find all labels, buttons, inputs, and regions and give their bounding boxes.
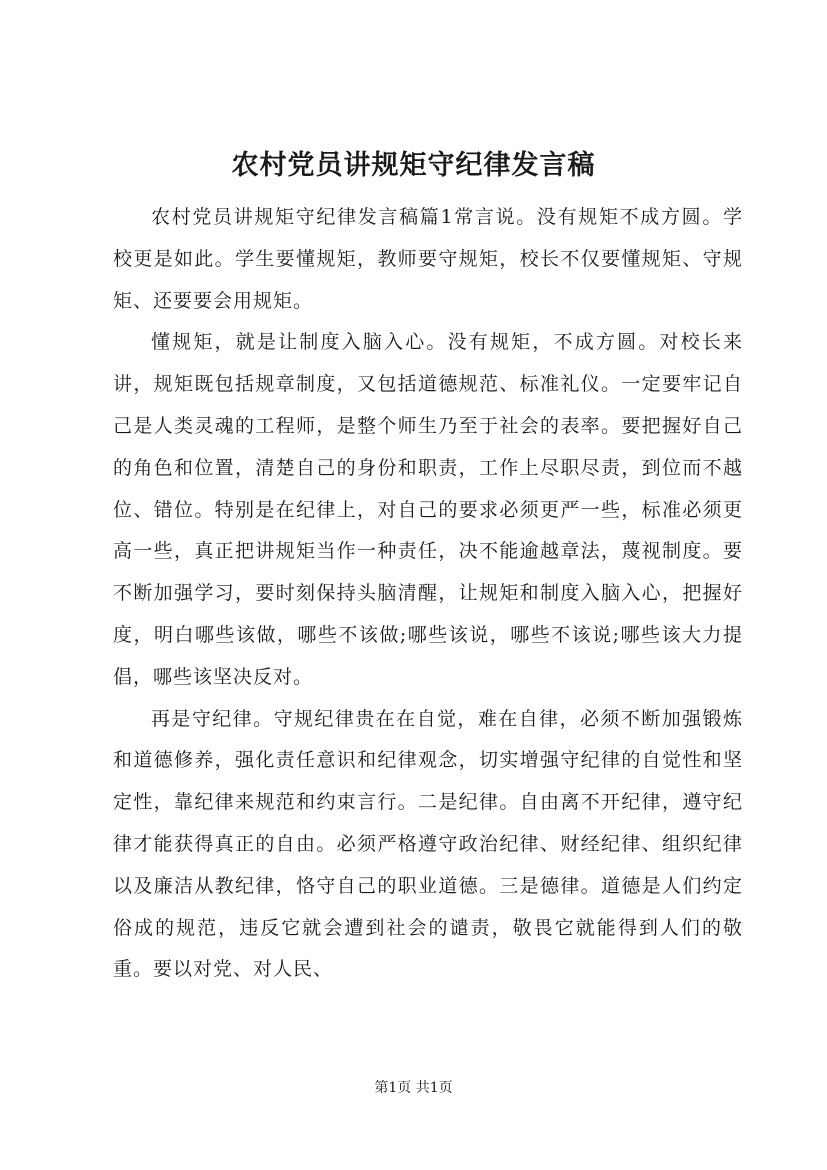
- document-body: [113, 197, 743, 991]
- page-number-footer: 第1页 共1页: [374, 1080, 453, 1096]
- paragraph-keep-discipline: 再是守纪律。守规纪律贵在在自觉，难在自律，必须不断加强锻炼和道德修养，强化责任意识和纪律观念，切实增强守纪律的自觉性和坚定性，靠纪律来规范和约束言行。二是纪律。自由离不开纪律，遵守纪律才能获得真正的自由。必须严格遵守政治纪律、财经纪律、组织纪律以及廉洁从教纪律，恪守自己的职业道德。三是德律。道德是人们约定俗成的规范，违反它就会遭到社会的谴责，敬畏它就能得到人们的敬重。要以对党、对人民、: [113, 707, 743, 981]
- document-title: 农村党员讲规矩守纪律发言稿: [231, 150, 596, 181]
- paragraph-intro: 农村党员讲规矩守纪律发言稿篇1常言说。没有规矩不成方圆。学校更是如此。学生要懂规矩，教师要守规矩，校长不仅要懂规矩、守规矩、还要要会用规矩。: [113, 206, 743, 312]
- paragraph-understand-rules: 懂规矩，就是让制度入脑入心。没有规矩，不成方圆。对校长来讲，规矩既包括规章制度，又包括道德规范、标准礼仪。一定要牢记自己是人类灵魂的工程师，是整个师生乃至于社会的表率。要把握好自己的角色和位置，清楚自己的身份和职责，工作上尽职尽责，到位而不越位、错位。特别是在纪律上，对自己的要求必须更严一些，标准必须更高一些，真正把讲规矩当作一种责任，决不能逾越章法，蔑视制度。要不断加强学习，要时刻保持头脑清醒，让规矩和制度入脑入心，把握好度，明白哪些该做，哪些不该做;哪些该说，哪些不该说;哪些该大力提倡，哪些该坚决反对。: [113, 331, 743, 688]
